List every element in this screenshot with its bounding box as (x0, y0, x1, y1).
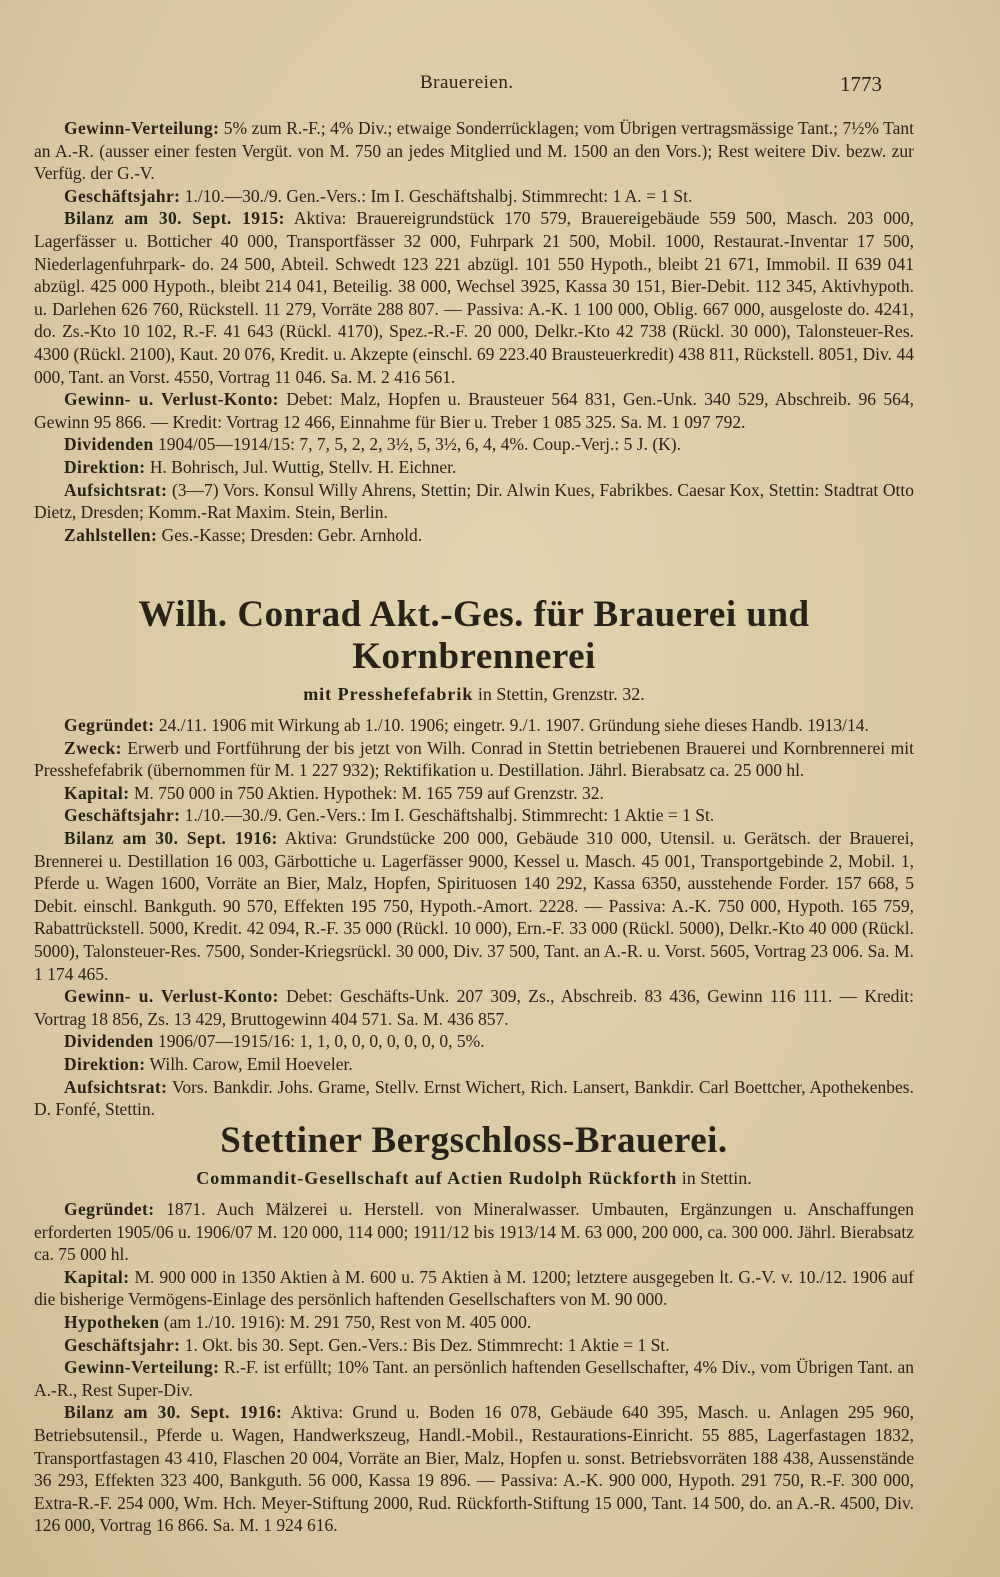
entry-text: R.-F. ist erfüllt; 10% Tant. an persönlich haftenden Gesellschafter, 4% Div., vom Übrigen Tant. an A.-R., Rest Super-Div. (34, 1357, 914, 1400)
company-subtitle (34, 682, 914, 706)
entry-label: Direktion: (64, 1053, 146, 1074)
entry-paragraph (34, 207, 914, 388)
entry-text: M. 900 000 in 1350 Aktien à M. 600 u. 75 Aktien à M. 1200; letztere ausgegeben lt. G.-V. v. 10./12. 1906 auf die bisherige Vermögens-Einlage des persönlich haftenden Gesellschafters von M. 90 000. (34, 1266, 914, 1310)
entry-label: Kapital: (64, 1266, 130, 1287)
company-subtitle-bold: mit Presshefefabrik (303, 684, 474, 704)
section-brewery-continued (34, 117, 914, 546)
entry-label: Bilanz am 30. Sept. 1916: (64, 1402, 283, 1423)
entry-text: Debet: Malz, Hopfen u. Brausteuer 564 831, Gen.-Unk. 340 529, Abschreib. 96 564, Gewinn 95 866. — Kredit: Vortrag 12 466, Einnahme für Bier u. Treber 1 085 325. Sa. M. 1 097 792. (34, 389, 915, 432)
entry-paragraph (34, 479, 914, 524)
entry-paragraph (34, 1266, 914, 1311)
page-number: 1773 (840, 72, 882, 96)
entry-text: 1./10.—30./9. Gen.-Vers.: Im I. Geschäftshalbj. Stimmrecht: 1 A. = 1 St. (180, 185, 693, 206)
running-head: Brauereien. (420, 72, 514, 93)
entry-paragraph (34, 1076, 914, 1121)
entry-paragraph (34, 714, 914, 737)
entry-label: Gegründet: (64, 1199, 155, 1219)
entry-paragraph (34, 185, 914, 208)
entry-text: 1904/05—1914/15: 7, 7, 5, 2, 2, 3½, 5, 3½, 6, 4, 4%. Coup.-Verj.: 5 J. (K). (153, 434, 681, 455)
entry-label: Dividenden (64, 1031, 154, 1052)
entry-label: Hypotheken (64, 1311, 160, 1332)
entry-text: H. Bohrisch, Jul. Wuttig, Stellv. H. Eichner. (145, 456, 457, 477)
company-title: Stettiner Bergschloss-Brauerei. (220, 1120, 728, 1161)
entry-paragraph (34, 117, 914, 185)
entry-label: Gewinn- u. Verlust-Konto: (64, 389, 279, 410)
entry-text: 1. Okt. bis 30. Sept. Gen.-Vers.: Bis Dez. Stimmrecht: 1 Aktie = 1 St. (180, 1334, 670, 1355)
entry-label: Aufsichtsrat: (64, 1076, 168, 1097)
entry-paragraph (34, 782, 914, 805)
entry-paragraph (34, 1311, 914, 1334)
entry-text: 1871. Auch Mälzerei u. Herstell. von Mineralwasser. Umbauten, Ergänzungen u. Anschaffungen erforderten 1905/06 u. 1906/07 M. 120 000, 114 000; 1911/12 bis 1913/14 M. 63 000, 200 000, ca. 300 000. Jährl. Bierabsatz ca. 75 000 hl. (34, 1199, 914, 1265)
page-header (0, 72, 1000, 100)
entry-label: Gegründet: (64, 715, 155, 735)
entry-label: Geschäftsjahr: (64, 185, 181, 206)
entry-text: 1./10.—30./9. Gen.-Vers.: Im I. Geschäftshalbj. Stimmrecht: 1 Aktie = 1 St. (180, 805, 715, 826)
entry-text: Ges.-Kasse; Dresden: Gebr. Arnhold. (157, 524, 423, 545)
entry-text: Aktiva: Grundstücke 200 000, Gebäude 310 000, Utensil. u. Gerätsch. der Brauerei, Brennerei u. Destillation 16 003, Gärbottiche u. Lagerfässer 9000, Kessel u. Masch. 45 001, Transportgebinde 2, Mobil. 1, Pferde u. Wagen 1600, Vorräte an Bier, Malz, Hopfen, Spirituosen 140 292, Kassa 6350, ausstehende Forder. 157 668, 5 Debit. einschl. Bankguth. 90 570, Effekten 195 750, Hypoth.-Amort. 2228. — Passiva: A.-K. 750 000, Hypoth. 165 759, Rabattrückstell. 5000, Kredit. 42 094, R.-F. 35 000 (Rückl. 10 000), Ern.-F. 33 000 (Rückl. 5000), Delkr.-Kto 40 000 (Rückl. 5000), Talonsteuer-Res. 7500, Sonder-Kriegsrückl. 30 000, Div. 37 500, Tant. an A.-R. u. Vorst. 5605, Vortrag 23 006. Sa. M. 1 174 465. (34, 827, 914, 984)
entry-label: Bilanz am 30. Sept. 1916: (64, 827, 278, 848)
entry-label: Direktion: (64, 456, 146, 477)
section-wilh-conrad (34, 594, 914, 1121)
entry-label: Bilanz am 30. Sept. 1915: (64, 208, 285, 229)
entry-label: Gewinn- u. Verlust-Konto: (64, 986, 279, 1007)
entry-paragraph (34, 524, 914, 547)
entry-paragraph (34, 388, 914, 433)
entry-paragraph (34, 1198, 914, 1266)
entry-paragraph (34, 1334, 914, 1357)
section-stettiner-bergschloss (34, 1120, 914, 1537)
entry-text: 24./11. 1906 mit Wirkung ab 1./10. 1906; eingetr. 9./1. 1907. Gründung siehe dieses Handb. 1913/14. (154, 715, 869, 735)
entry-paragraph (34, 1356, 914, 1401)
entry-label: Dividenden (64, 434, 154, 455)
entry-paragraph (34, 456, 914, 479)
entry-text: (3—7) Vors. Konsul Willy Ahrens, Stettin; Dir. Alwin Kues, Fabrikbes. Caesar Kox, Stettin: Stadtrat Otto Dietz, Dresden; Komm.-Rat Maxim. Stein, Berlin. (34, 479, 914, 523)
entry-label: Zweck: (64, 737, 122, 758)
entry-paragraph (34, 737, 914, 782)
entry-text: Debet: Geschäfts-Unk. 207 309, Zs., Abschreib. 83 436, Gewinn 116 111. — Kredit: Vortrag 18 856, Zs. 13 429, Bruttogewinn 404 571. Sa. M. 436 857. (34, 986, 914, 1029)
entry-text: Aktiva: Brauereigrundstück 170 579, Brauereigebäude 559 500, Masch. 203 000, Lagerfässer u. Botticher 40 000, Transportfässer 32 000, Fuhrpark 21 500, Mobil. 1000, Restaurat.-Inventar 17 500, Niederlagenfuhrpark- do. 24 500, Abteil. Schwedt 123 221 abzügl. 101 550 Hypoth., bleibt 21 671, Immobil. II 639 041 abzügl. 425 000 Hypoth., bleibt 214 041, Beteilig. 38 000, Wechsel 3925, Kassa 30 151, Bier-Debit. 112 345, Aktivhypoth. u. Darlehen 626 760, Rückstell. 11 279, Vorräte 288 807. — Passiva: A.-K. 1 100 000, Oblig. 667 000, ausgeloste do. 4241, do. Zs.-Kto 10 102, R.-F. 41 643 (Rückl. 4170), Spez.-R.-F. 20 000, Delkr.-Kto 42 738 (Rückl. 30 000), Talonsteuer-Res. 4300 (Rückl. 2100), Kaut. 20 076, Kredit. u. Akzepte (einschl. 69 223.40 Brausteuerkredit) 438 811, Rückstell. 8051, Div. 44 000, Tant. an Vorst. 4550, Vortrag 11 046. Sa. M. 2 416 561. (34, 208, 914, 387)
entry-label: Zahlstellen: (64, 524, 158, 545)
entry-label: Geschäftsjahr: (64, 1334, 181, 1355)
company-subtitle (34, 1166, 914, 1190)
entry-label: Gewinn-Verteilung: (64, 1357, 220, 1378)
entry-label: Geschäftsjahr: (64, 805, 181, 826)
company-subtitle-rest: in Stettin, Grenzstr. 32. (473, 684, 645, 704)
entry-paragraph (34, 433, 914, 456)
entry-text: (am 1./10. 1916): M. 291 750, Rest von M. 405 000. (159, 1311, 532, 1332)
company-subtitle-rest: in Stettin. (677, 1168, 752, 1188)
company-title: Wilh. Conrad Akt.-Ges. für Brauerei und Kornbrennerei (138, 594, 810, 677)
entry-paragraph (34, 827, 914, 985)
entry-text: M. 750 000 in 750 Aktien. Hypothek: M. 165 759 auf Grenzstr. 32. (129, 782, 604, 803)
company-subtitle-bold: Commandit-Gesellschaft auf Actien Rudolph Rückforth (196, 1168, 678, 1188)
entry-text: Aktiva: Grund u. Boden 16 078, Gebäude 640 395, Masch. u. Anlagen 295 960, Betriebsutensil., Pferde u. Wagen, Handwerkszeug, Handl.-Mobil., Restaurations-Einricht. 55 885, Lagerfastagen 1832, Transportfastagen 43 410, Flaschen 20 004, Vorräte an Bier, Malz, Hopfen u. sonst. Betriebsvorräten 188 438, Aussenstände 36 293, Effekten 323 400, Bankguth. 56 000, Kassa 19 896. — Passiva: A.-K. 900 000, Hypoth. 291 750, R.-F. 300 000, Extra-R.-F. 254 000, Wm. Hch. Meyer-Stiftung 2000, Rud. Rückforth-Stiftung 15 000, Tant. 14 500, do. an A.-R. 4500, Div. 126 000, Vortrag 16 866. Sa. M. 1 924 616. (34, 1402, 914, 1536)
entry-text: 5% zum R.-F.; 4% Div.; etwaige Sonderrücklagen; vom Übrigen vertragsmässige Tant.; 7½% Tant an A.-R. (ausser einer festen Vergüt. von M. 750 an jedes Mitglied und M. 1500 an den Vors.); Rest weitere Div. bezw. zur Verfüg. der G.-V. (34, 118, 914, 184)
entry-label: Aufsichtsrat: (64, 479, 168, 500)
entry-text: Erwerb und Fortführung der bis jetzt von Wilh. Conrad in Stettin betriebenen Brauerei und Kornbrennerei mit Presshefefabrik (übernommen für M. 1 227 932); Rektifikation u. Destillation. Jährl. Bierabsatz ca. 25 000 hl. (34, 737, 914, 781)
entry-paragraph (34, 804, 914, 827)
entry-text: Wilh. Carow, Emil Hoeveler. (145, 1053, 353, 1074)
entry-paragraph (34, 1053, 914, 1076)
entry-text: Vors. Bankdir. Johs. Grame, Stellv. Ernst Wichert, Rich. Lansert, Bankdir. Carl Boettcher, Apothekenbes. D. Fonfé, Stettin. (34, 1076, 914, 1120)
entry-paragraph (34, 1401, 914, 1537)
entry-label: Gewinn-Verteilung: (64, 118, 220, 138)
entry-label: Kapital: (64, 782, 130, 803)
entry-text: 1906/07—1915/16: 1, 1, 0, 0, 0, 0, 0, 0, 0, 5%. (153, 1031, 485, 1052)
entry-paragraph (34, 1030, 914, 1053)
entry-paragraph (34, 985, 914, 1030)
